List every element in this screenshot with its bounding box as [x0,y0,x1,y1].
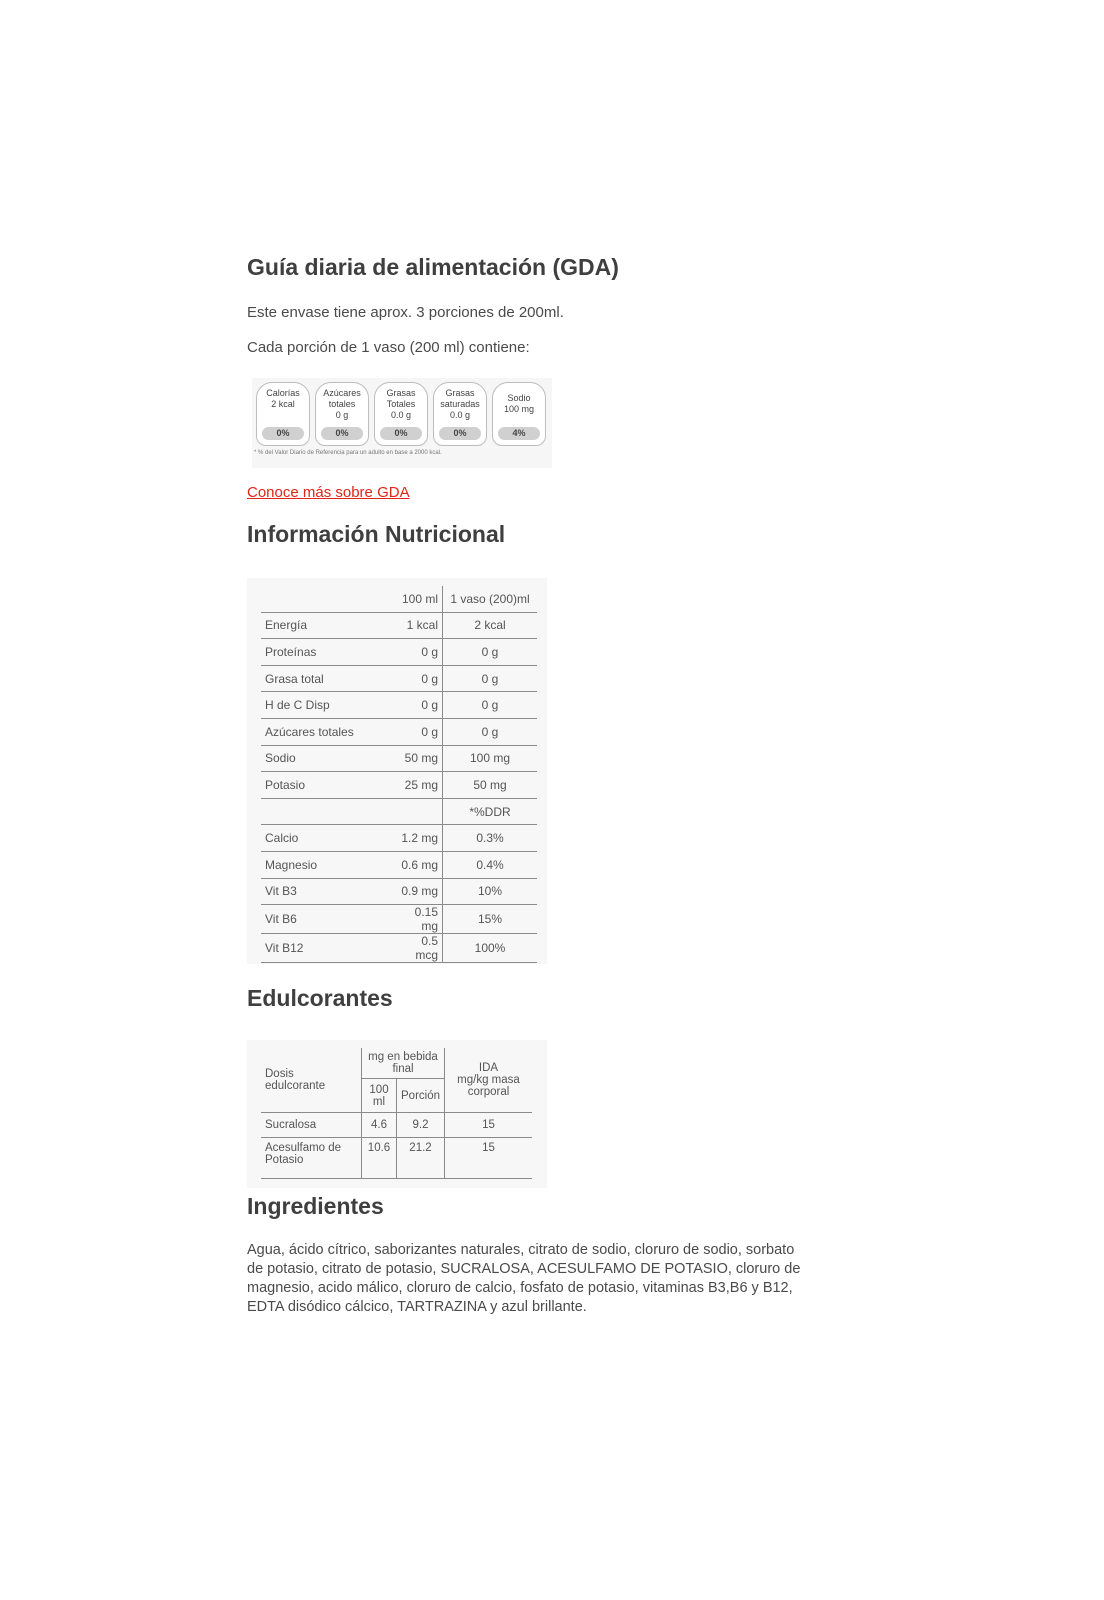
nutrition-row [261,934,537,963]
gda-label: Grasas [445,388,475,398]
value-portion: 50 mg [443,772,538,799]
ingredients-text [247,1241,800,1317]
nutrient-name: Grasa total [261,665,394,692]
gda-footnote: * % del Valor Diario de Referencia para un adulto en base a 2000 kcal. [254,450,442,456]
value-100ml: 0.15 mg [394,905,443,934]
nutrient-name: Magnesio [261,851,394,878]
nutrition-header-cell [261,586,394,612]
value-100ml: 1 kcal [394,612,443,639]
gda-value: 0.0 g [390,410,412,420]
nutrient-name: Vit B3 [261,878,394,905]
value-portion: 0.3% [443,825,538,852]
gda-box-saturated-fat [433,382,487,446]
gda-label: Azúcares [323,388,361,398]
gda-label: Calorías [266,388,300,398]
ingredients-line: Agua, ácido cítrico, saborizantes naturales, citrato de sodio, cloruro de sodio, sorbato [247,1242,795,1258]
sweeteners-table [261,1048,532,1179]
value-portion: 0 g [443,692,538,719]
nutrient-name: Azúcares totales [261,718,394,745]
nutrient-name: Proteínas [261,639,394,666]
ida-header [445,1048,533,1113]
gda-label: Totales [386,399,416,409]
gda-box-calories [256,382,310,446]
header-text: mg en bebida [368,1051,438,1064]
gda-value: 2 kcal [271,399,295,409]
gda-box-total-fat [374,382,428,446]
gda-label: totales [328,399,356,409]
nutrition-row [261,905,537,934]
header-text: Dosis [265,1068,294,1080]
nutrient-name: Vit B6 [261,905,394,934]
value-100ml: 0.5 mcg [394,934,443,963]
value-portion: 15% [443,905,538,934]
header-text: IDA [478,1062,499,1074]
gda-title: Guía diaria de alimentación (GDA) [247,254,619,280]
mg-header [362,1048,445,1079]
gda-value: 0.0 g [449,410,471,420]
gda-more-link[interactable]: Conoce más sobre GDA [247,484,410,501]
gda-pct: 0% [439,427,481,440]
nutrition-row [261,825,537,852]
sweetener-name-line: Acesulfamo de [265,1142,342,1154]
value-100ml: 0 g [394,665,443,692]
gda-value: 0 g [335,410,349,420]
value-portion: 0.4% [443,851,538,878]
nutrition-table [261,586,537,963]
nutrition-row [261,612,537,639]
gda-pct: 0% [380,427,422,440]
nutrition-row [261,718,537,745]
value-100ml: 0 g [394,639,443,666]
value-100ml: 50 mg [394,745,443,772]
gda-box-sugars [315,382,369,446]
dose-header [261,1048,362,1113]
portion-header: Porción [397,1079,445,1113]
header-text: ml [372,1095,386,1108]
100ml-header [362,1079,397,1113]
nutrient-name: H de C Disp [261,692,394,719]
sweetener-ml: 4.6 [362,1113,397,1138]
value-100ml: 0 g [394,718,443,745]
value-portion: 2 kcal [443,612,538,639]
nutrient-name: Sodio [261,745,394,772]
value-portion: 10% [443,878,538,905]
sweetener-ida: 15 [445,1138,533,1179]
gda-graphic [252,378,552,468]
sweetener-name: Sucralosa [261,1113,362,1138]
gda-label: Grasas [386,388,416,398]
ingredients-line: EDTA disódico cálcico, TARTRAZINA y azul brillante. [247,1299,587,1315]
value-100ml [394,798,443,825]
value-100ml: 0 g [394,692,443,719]
value-portion: *%DDR [443,798,538,825]
gda-pct: 0% [321,427,363,440]
nutrient-name: Calcio [261,825,394,852]
nutrition-row [261,745,537,772]
ingredients-title: Ingredientes [247,1193,384,1219]
nutrition-row [261,692,537,719]
sweetener-name [261,1138,362,1179]
value-100ml: 0.9 mg [394,878,443,905]
nutrition-header-cell: 1 vaso (200)ml [443,586,538,612]
value-portion: 100% [443,934,538,963]
nutrient-name [261,798,394,825]
ingredients-line: de potasio, citrato de potasio, SUCRALOSA, ACESULFAMO DE POTASIO, cloruro de [247,1261,801,1277]
value-portion: 0 g [443,639,538,666]
sweeteners-title: Edulcorantes [247,985,393,1011]
gda-label: saturadas [440,399,480,409]
gda-pct: 4% [498,427,540,440]
value-100ml: 0.6 mg [394,851,443,878]
sweeteners-table-image [247,1040,547,1188]
nutrition-header-cell: 100 ml [394,586,443,612]
sweetener-ml: 10.6 [362,1138,397,1179]
value-portion: 100 mg [443,745,538,772]
nutrition-row [261,772,537,799]
sweetener-name-line: Potasio [265,1154,304,1166]
nutrition-row [261,665,537,692]
nutrient-name: Energía [261,612,394,639]
nutrition-header-row [261,586,537,612]
header-text: 100 [369,1083,389,1096]
nutrition-title: Información Nutricional [247,521,506,547]
nutrition-row [261,798,537,825]
nutrient-name: Potasio [261,772,394,799]
value-portion: 0 g [443,718,538,745]
header-text: mg/kg masa [457,1074,520,1086]
sweetener-portion: 21.2 [397,1138,445,1179]
gda-value: 100 mg [503,404,535,414]
header-text: edulcorante [265,1080,326,1092]
value-100ml: 1.2 mg [394,825,443,852]
nutrition-row [261,878,537,905]
nutrition-row [261,639,537,666]
nutrition-row [261,851,537,878]
portion-text: Cada porción de 1 vaso (200 ml) contiene: [247,339,530,356]
gda-box-sodium [492,382,546,446]
header-text: corporal [467,1086,510,1098]
value-100ml: 25 mg [394,772,443,799]
sweetener-portion: 9.2 [397,1113,445,1138]
header-text: final [392,1063,414,1076]
value-portion: 0 g [443,665,538,692]
nutrient-name: Vit B12 [261,934,394,963]
gda-pct: 0% [262,427,304,440]
gda-label: Sodio [507,393,531,403]
servings-text: Este envase tiene aprox. 3 porciones de 200ml. [247,304,564,321]
ingredients-line: magnesio, acido málico, cloruro de calcio, fosfato de potasio, vitaminas B3,B6 y B12, [247,1280,793,1296]
nutrition-table-image [247,578,547,964]
sweetener-ida: 15 [445,1113,533,1138]
